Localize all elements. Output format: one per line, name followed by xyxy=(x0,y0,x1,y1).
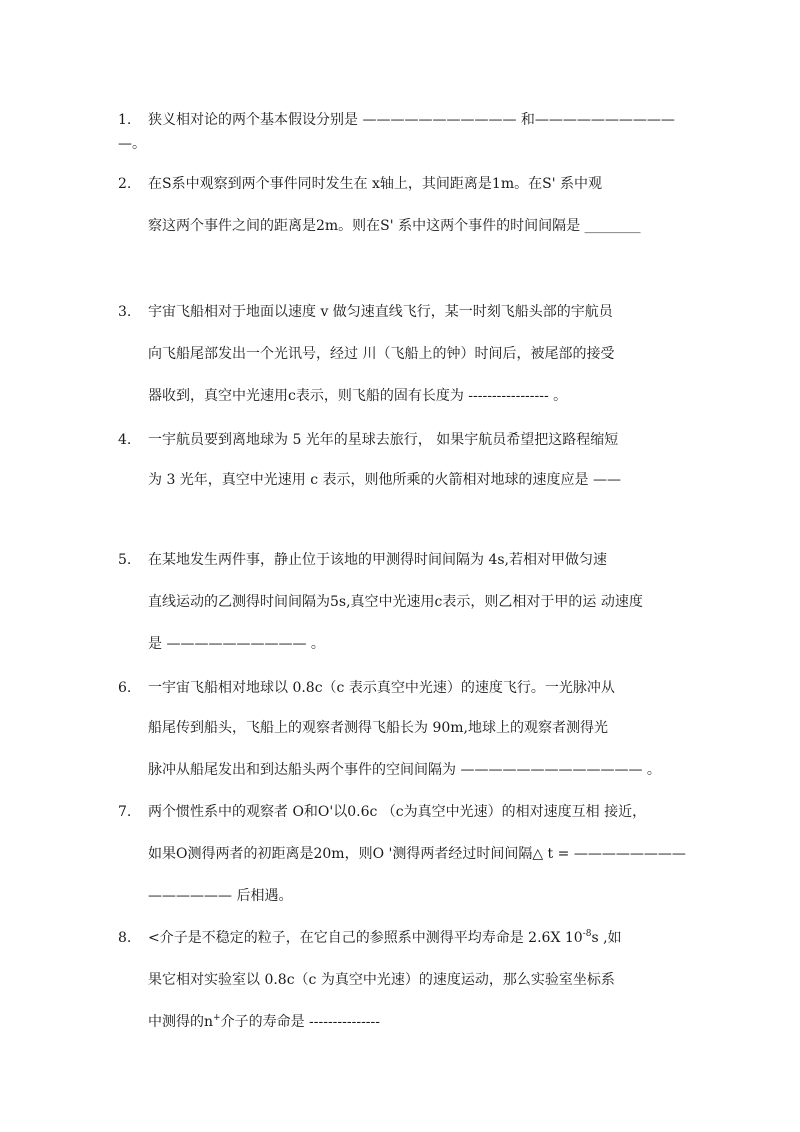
question-8-line-2 xyxy=(148,970,615,990)
question-7-line-2 xyxy=(148,844,686,864)
question-7-line-1 xyxy=(118,802,646,822)
question-1-line-2 xyxy=(118,134,146,154)
question-6-line-1 xyxy=(118,678,615,698)
question-2-text: 在S系中观察到两个事件同时发生在 x轴上，其间距离是1m。在S' 系中观 xyxy=(148,176,603,192)
question-8-text-cont-2: 中测得的n xyxy=(148,1014,214,1030)
question-8-superscript-plus: + xyxy=(213,1013,221,1023)
question-3-number: 3. xyxy=(118,304,132,320)
question-4-text-cont: 为 3 光年，真空中光速用 c 表示，则他所乘的火箭相对地球的速度应是 —— xyxy=(148,472,621,488)
question-5-text: 在某地发生两件事，静止位于该地的甲测得时间间隔为 4s,若相对甲做匀速 xyxy=(148,552,607,568)
question-8-text-end: s ,如 xyxy=(591,930,622,946)
question-8-text-cont-3: 介子的寿命是 --------------- xyxy=(220,1014,380,1030)
question-8-exponent: -8 xyxy=(582,929,592,939)
question-6-text-cont-1: 船尾传到船头，飞船上的观察者测得飞船长为 90m,地球上的观察者测得光 xyxy=(148,720,608,736)
question-3-line-2 xyxy=(148,344,614,364)
question-8-text: <介子是不稳定的粒子，在它自己的参照系中测得平均寿命是 2.6X 10 xyxy=(148,930,583,946)
question-3-line-3 xyxy=(148,386,567,406)
question-3-text: 宇宙飞船相对于地面以速度 v 做匀速直线飞行，某一时刻飞船头部的宇航员 xyxy=(148,304,613,320)
question-6-text: 一宇宙飞船相对地球以 0.8c（c 表示真空中光速）的速度飞行。一光脉冲从 xyxy=(148,680,615,696)
question-6-line-3 xyxy=(148,760,661,780)
question-4-line-2 xyxy=(148,470,621,490)
question-1-text-cont: —。 xyxy=(118,136,146,152)
question-5-line-2 xyxy=(148,592,643,612)
question-5-line-3 xyxy=(148,634,325,654)
question-7-line-3 xyxy=(148,886,292,906)
question-7-number: 7. xyxy=(118,804,132,820)
question-4-text: 一宇航员要到离地球为 5 光年的星球去旅行， 如果宇航员希望把这路程缩短 xyxy=(148,432,619,448)
question-8-line-3 xyxy=(148,1012,380,1032)
question-1-line-1 xyxy=(118,110,675,130)
question-8-text-cont-1: 果它相对实验室以 0.8c（c 为真空中光速）的速度运动，那么实验室坐标系 xyxy=(148,972,615,988)
question-2-line-2 xyxy=(148,216,641,236)
question-5-text-cont-1: 直线运动的乙测得时间间隔为5s,真空中光速用c表示，则乙相对于甲的运 动速度 xyxy=(148,594,643,610)
question-3-text-cont-2: 器收到，真空中光速用c表示，则飞船的固有长度为 ----------------- 。 xyxy=(148,388,568,404)
question-5-line-1 xyxy=(118,550,607,570)
question-6-number: 6. xyxy=(118,680,132,696)
question-6-text-cont-2: 脉冲从船尾发出和到达船头两个事件的空间间隔为 ————————————— 。 xyxy=(148,762,661,778)
question-7-text-cont-2: —————— 后相遇。 xyxy=(148,888,293,904)
question-8-number: 8. xyxy=(118,930,132,946)
question-6-line-2 xyxy=(148,718,608,738)
question-3-text-cont-1: 向飞船尾部发出一个光讯号，经过 川（飞船上的钟）时间后，被尾部的接受 xyxy=(148,346,615,362)
question-2-line-1 xyxy=(118,174,602,194)
question-7-text-cont-1: 如果O测得两者的初距离是20m，则O '测得两者经过时间间隔△ t = ———————— xyxy=(148,846,686,862)
question-8-line-1 xyxy=(118,928,622,948)
question-4-line-1 xyxy=(118,430,618,450)
question-1-text: 狭义相对论的两个基本假设分别是 ——————————— 和—————————— xyxy=(148,112,675,128)
question-5-text-cont-2: 是 —————————— 。 xyxy=(148,636,325,652)
question-2-text-cont: 察这两个事件之间的距离是2m。则在S' 系中这两个事件的时间间隔是 ________ xyxy=(148,218,641,234)
question-1-number: 1. xyxy=(118,112,132,128)
question-4-number: 4. xyxy=(118,432,132,448)
question-7-text: 两个惯性系中的观察者 O和O'以0.6c （c为真空中光速）的相对速度互相 接近， xyxy=(148,804,647,820)
question-3-line-1 xyxy=(118,302,613,322)
question-2-number: 2. xyxy=(118,176,132,192)
question-5-number: 5. xyxy=(118,552,132,568)
